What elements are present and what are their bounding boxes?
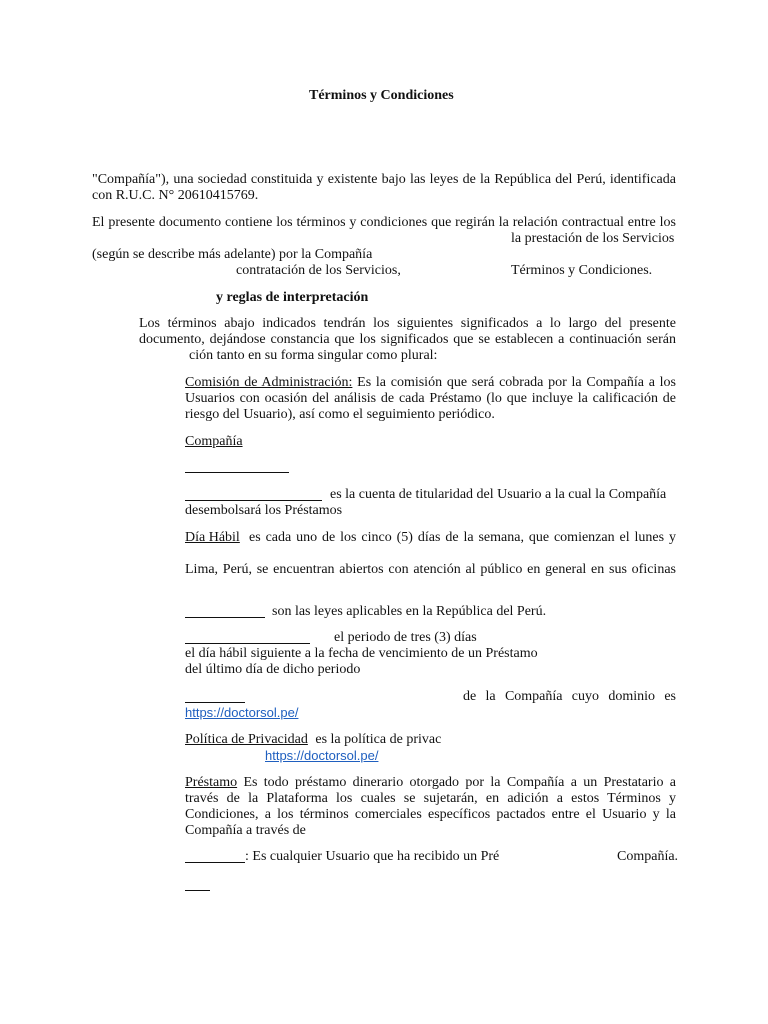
- definition-prestatario-line-1a: : Es cualquier Usuario que ha recibido un Pré: [245, 849, 500, 864]
- definition-dia-habil-term: Día Hábil: [185, 530, 240, 545]
- intro-line-2: con R.U.C. N° 20610415769.: [92, 188, 259, 203]
- blank-line-prestatario-term: [185, 862, 245, 863]
- definition-prestamo-term: Préstamo: [185, 775, 238, 790]
- blank-line-cuenta-term: [185, 500, 322, 501]
- privacidad-link[interactable]: https://doctorsol.pe/: [265, 748, 379, 763]
- page-title: Términos y Condiciones: [309, 88, 454, 103]
- definition-prestamo-line-3: Condiciones, a los términos comerciales específicos pactados entre el Usuario y la: [185, 807, 676, 822]
- definition-prestamo-text-1: Es todo préstamo dinerario otorgado por la Compañía a un Prestatario a: [243, 775, 677, 790]
- definition-privacidad-line-1: [185, 732, 441, 748]
- definition-comision-text-1: Es la comisión que será cobrada por la Compañía a los: [357, 375, 676, 390]
- definition-comision-line-2: Usuarios con ocasión del análisis de cada Préstamo (lo que incluye la calificación de: [185, 391, 676, 406]
- blank-line-trailing: [185, 890, 210, 891]
- definition-periodo-line-3: del último día de dicho periodo: [185, 662, 361, 677]
- definitions-intro-line-2: documento, dejándose constancia que los significados que se establecen a continuación serán: [139, 332, 676, 347]
- definition-dia-habil-line-2: Lima, Perú, se encuentran abiertos con atención al público en general en sus oficinas: [185, 562, 676, 577]
- definitions-intro-line-3: ción tanto en su forma singular como plural:: [189, 348, 438, 363]
- intro-p2-line-2: la prestación de los Servicios: [511, 231, 675, 246]
- section-heading: y reglas de interpretación: [216, 290, 369, 305]
- definition-privacidad-text: es la política de privac: [315, 732, 442, 747]
- definition-comision-term: Comisión de Administración:: [185, 375, 353, 390]
- blank-line-compania: [185, 472, 289, 473]
- blank-line-leyes-term: [185, 617, 265, 618]
- definition-periodo-line-2: el día hábil siguiente a la fecha de vencimiento de un Préstamo: [185, 646, 538, 661]
- definition-prestamo-line-1: [185, 775, 676, 791]
- definition-compania-term: Compañía: [185, 434, 243, 449]
- definition-privacidad-term: Política de Privacidad: [185, 732, 308, 747]
- definition-comision-line-1: [185, 375, 676, 391]
- plataforma-link[interactable]: https://doctorsol.pe/: [185, 705, 299, 720]
- definition-cuenta-line-2: desembolsará los Préstamos: [185, 503, 343, 518]
- intro-p2-line-3: (según se describe más adelante) por la Compañía: [92, 247, 373, 262]
- intro-p2-line-1: El presente documento contiene los términos y condiciones que regirán la relación contractual entre los: [92, 215, 676, 230]
- definition-prestamo-line-2: través de la Plataforma los cuales se sujetarán, en adición a estos Términos y: [185, 791, 676, 806]
- definition-plataforma-line-1: de la Compañía cuyo dominio es: [463, 689, 676, 704]
- blank-line-plataforma-term: [185, 702, 245, 703]
- intro-p2-line-4b: Términos y Condiciones.: [511, 263, 653, 278]
- definition-cuenta-line-1: es la cuenta de titularidad del Usuario a la cual la Compañía: [330, 487, 667, 502]
- definition-prestatario-line-1b: Compañía.: [617, 849, 679, 864]
- intro-p2-line-4a: contratación de los Servicios,: [236, 263, 401, 278]
- definition-periodo-line-1: el periodo de tres (3) días: [334, 630, 477, 645]
- definition-comision-line-3: riesgo del Usuario), así como el seguimiento periódico.: [185, 407, 495, 422]
- definition-prestamo-line-4: Compañía a través de: [185, 823, 306, 838]
- definition-dia-habil-line-1: es cada uno de los cinco (5) días de la semana, que comienzan el lunes y: [249, 530, 676, 545]
- definition-leyes-line-1: son las leyes aplicables en la República del Perú.: [272, 604, 547, 619]
- blank-line-periodo-term: [185, 643, 310, 644]
- definitions-intro-line-1: Los términos abajo indicados tendrán los siguientes significados a lo largo del presente: [139, 316, 676, 331]
- intro-line-1: "Compañía"), una sociedad constituida y existente bajo las leyes de la República del Perú, identificada: [92, 172, 676, 187]
